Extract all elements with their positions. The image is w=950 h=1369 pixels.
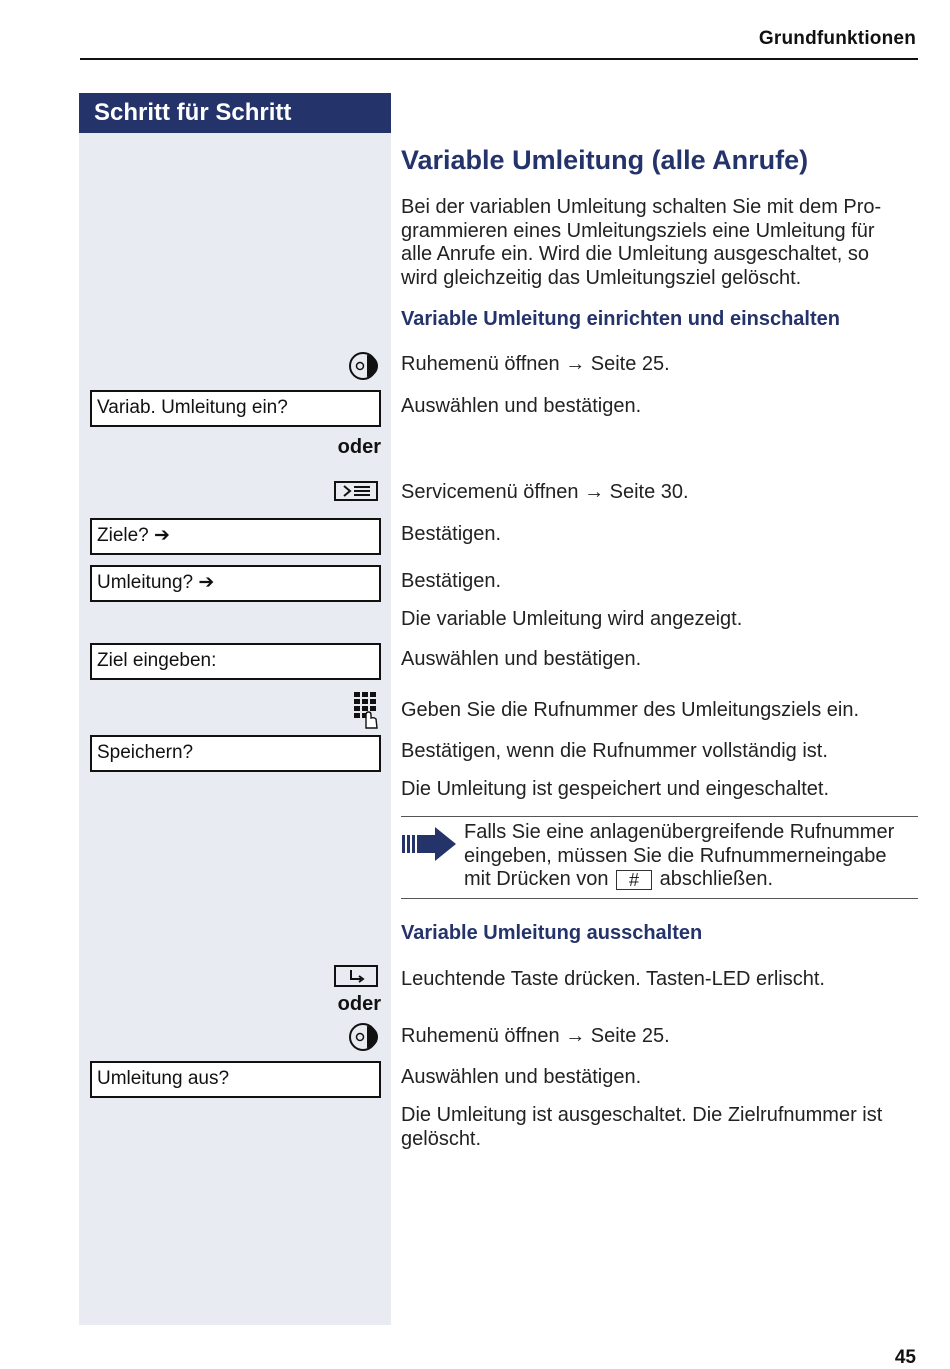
note-top-rule (401, 816, 918, 817)
note-line-part: mit Drücken von (464, 868, 609, 890)
note-line: Falls Sie eine anlagenübergreifende Rufnummer (464, 821, 895, 843)
note-text (464, 821, 924, 892)
idle-menu-key-icon (348, 1022, 378, 1052)
step-text (401, 1104, 921, 1151)
intro-line: alle Anrufe ein. Wird die Umleitung ausgeschaltet, so (401, 243, 870, 265)
step-text: Bestätigen, wenn die Rufnummer vollständig ist. (401, 740, 828, 762)
forward-key-icon (334, 965, 378, 987)
note-line: eingeben, müssen Sie die Rufnummerneingabe (464, 844, 887, 867)
intro-paragraph (401, 196, 921, 290)
step-text: Die Umleitung ist gespeichert und eingeschaltet. (401, 778, 830, 800)
step-text: Leuchtende Taste drücken. Tasten-LED erlischt. (401, 968, 825, 990)
page-title: Variable Umleitung (alle Anrufe) (401, 145, 809, 175)
display-ziel-eingeben[interactable]: Ziel eingeben: (90, 643, 381, 680)
header-title: Grundfunktionen (758, 28, 916, 49)
display-umleitung-aus[interactable]: Umleitung aus? (90, 1061, 381, 1098)
step-text: Bestätigen. (401, 523, 502, 545)
sidebar-column (79, 93, 391, 1325)
step-line: gelöscht. (401, 1127, 482, 1150)
display-speichern[interactable]: Speichern? (90, 735, 381, 772)
keypad-icon (352, 691, 380, 729)
section-title-setup: Variable Umleitung einrichten und einschalten (401, 308, 840, 330)
display-ziele[interactable]: Ziele? ➔ (90, 518, 381, 555)
header-rule (80, 58, 918, 60)
oder-label: oder (337, 993, 381, 1015)
intro-line: wird gleichzeitig das Umleitungsziel gelöscht. (401, 266, 802, 289)
intro-line: Bei der variablen Umleitung schalten Sie mit dem Pro- (401, 196, 882, 218)
step-text: Auswählen und bestätigen. (401, 395, 642, 417)
section-title-off: Variable Umleitung ausschalten (401, 922, 703, 944)
note-line-part: abschließen. (659, 868, 774, 890)
step-text: Geben Sie die Rufnummer des Umleitungsziels ein. (401, 699, 859, 721)
step-text: Bestätigen. (401, 570, 502, 592)
note-arrow-icon (401, 826, 457, 862)
display-variab-umleitung-ein[interactable]: Variab. Umleitung ein? (90, 390, 381, 427)
step-text: Servicemenü öffnen → Seite 30. (401, 481, 689, 503)
display-umleitung[interactable]: Umleitung? ➔ (90, 565, 381, 602)
idle-menu-key-icon (348, 351, 378, 381)
service-menu-key-icon (334, 481, 378, 501)
step-text: Ruhemenü öffnen → Seite 25. (401, 353, 670, 375)
step-text: Auswählen und bestätigen. (401, 1066, 642, 1088)
note-line (464, 868, 924, 892)
step-text: Ruhemenü öffnen → Seite 25. (401, 1025, 670, 1047)
hash-key-icon: # (616, 870, 652, 890)
oder-label: oder (337, 436, 381, 458)
intro-line: grammieren eines Umleitungsziels eine Umleitung für (401, 219, 875, 242)
sidebar-heading: Schritt für Schritt (79, 93, 391, 133)
note-bottom-rule (401, 898, 918, 899)
step-text: Die variable Umleitung wird angezeigt. (401, 608, 743, 630)
page-number: 45 (894, 1347, 916, 1368)
step-text: Auswählen und bestätigen. (401, 648, 642, 670)
step-line: Die Umleitung ist ausgeschaltet. Die Zielrufnummer ist (401, 1104, 883, 1126)
